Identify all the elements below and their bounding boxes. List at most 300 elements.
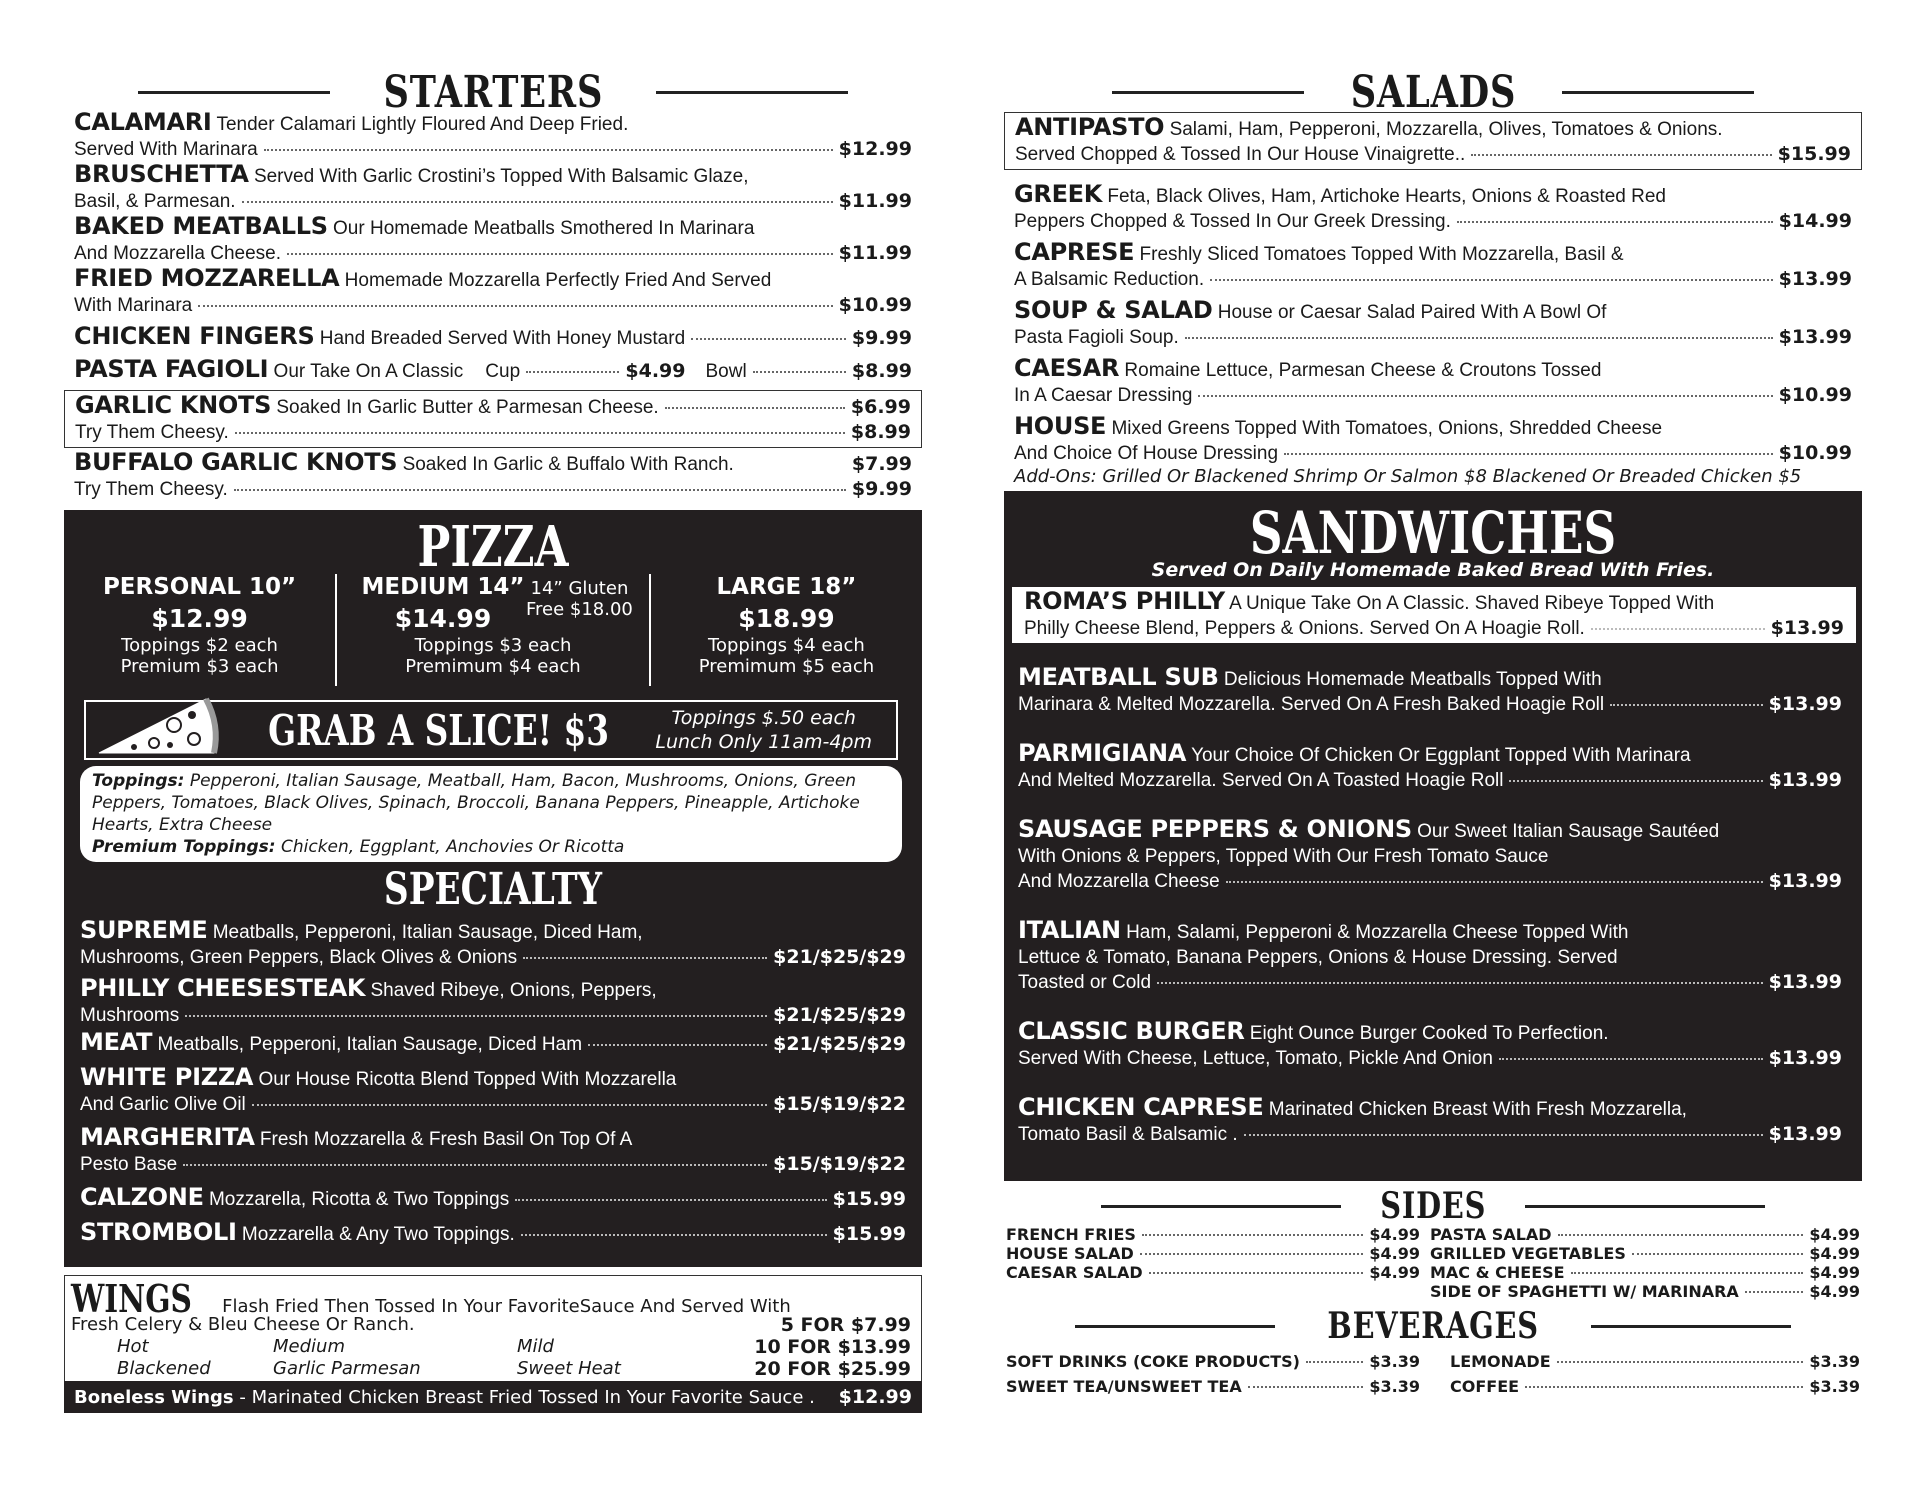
menu-item-sandwich [1006,665,1854,717]
item-line [74,162,912,189]
bowl-price: $8.99 [851,360,913,382]
item-line [1014,182,1852,209]
item-name: MEATBALL SUB [1018,663,1219,691]
item-line [1018,741,1842,768]
menu-item-sandwich [1006,1095,1854,1147]
item-name: PASTA FAGIOLI [74,355,269,383]
item-name: SAUSAGE PEPPERS & ONIONS [1018,815,1412,843]
gluten-free-option [526,578,633,620]
menu-item-stromboli [70,1220,916,1247]
menu-item-salad [1004,112,1862,170]
menu-item-starter [64,110,922,162]
item-line [1014,414,1852,441]
item-desc: Mozzarella & Any Two Toppings. [241,1224,515,1245]
beverages-list [1004,1349,1862,1399]
beverages-right [1450,1349,1860,1399]
toppings-text: Pepperoni, Italian Sausage, Meatball, Ham, Bacon, Mushrooms, Onions, Green Peppers, Tomatoes, Black Olives, Spinach, Broccoli, Banana Peppers, Pineapple, Artichoke Hearts, Extra Cheese [92,771,860,835]
item-price: $4.99 [1369,1225,1420,1244]
slice-toppings: Toppings $.50 each [671,707,856,729]
price-row [1006,1374,1420,1399]
item-desc: Try Them Cheesy. [74,479,228,500]
sauce: Garlic Parmesan [273,1358,421,1379]
item-line [1014,240,1852,267]
item-desc: Peppers Chopped & Tossed In Our Greek Dressing. [1014,211,1451,232]
item-price: $6.99 [850,396,911,418]
item-name: BRUSCHETTA [74,160,249,188]
item-name: LEMONADE [1450,1352,1551,1371]
size-name: MEDIUM 14” [361,574,525,600]
menu-item-buffalo-garlic-knots [64,450,922,502]
dot-leader [665,407,845,409]
dot-leader [1745,1291,1804,1293]
item-desc: Freshly Sliced Tomatoes Topped With Mozzarella, Basil & [1139,244,1624,265]
item-line [1018,1122,1842,1147]
item-price: $13.99 [1768,870,1842,892]
item-price: $15.99 [832,1223,906,1245]
menu-item-specialty [70,918,916,970]
dot-leader [1142,1234,1363,1236]
item-line [1018,768,1842,793]
dot-leader [523,957,767,959]
size-name: LARGE 18” [716,574,857,600]
item-line [80,945,906,970]
item-desc: Basil, & Parmesan. [74,191,236,212]
size-premium: Premium $3 each [120,656,279,677]
sauce: Medium [273,1336,345,1357]
dot-leader [1248,1386,1364,1388]
cup-price: $4.99 [625,360,686,382]
beverages-left [1006,1349,1420,1399]
bowl-label: Bowl [705,361,747,382]
item-line [1014,267,1852,292]
dot-leader [1558,1234,1804,1236]
item-desc: Shaved Ribeye, Onions, Peppers, [370,980,657,1001]
item-line [1018,817,1842,844]
divider [1075,1325,1275,1328]
wings-desc2: Fresh Celery & Bleu Cheese Or Ranch. [71,1314,415,1335]
item-name: SWEET TEA/UNSWEET TEA [1006,1377,1242,1396]
item-price: $4.99 [1809,1282,1860,1301]
menu-item-chicken-fingers [64,324,922,351]
item-desc: Fresh Mozzarella & Fresh Basil On Top Of A [259,1129,633,1150]
item-desc: Meatballs, Pepperoni, Italian Sausage, Diced Ham [157,1034,583,1055]
item-price: $11.99 [838,242,912,264]
size-premium: Premimum $5 each [698,656,875,677]
item-desc: And Mozzarella Cheese [1018,871,1220,892]
toppings-label: Toppings: [92,771,185,791]
item-desc: And Melted Mozzarella. Served On A Toasted Hoagie Roll [1018,770,1504,791]
item-name: SUPREME [80,916,208,944]
size-price: $18.99 [738,604,835,633]
wings-desc: Flash Fried Then Tossed In Your FavoriteSauce And Served With [222,1296,791,1317]
menu-item-salad [1004,414,1862,466]
premium-text: Chicken, Eggplant, Anchovies Or Ricotta [280,837,625,857]
pizza-section [64,510,922,1267]
item-price: $9.99 [851,327,912,349]
item-name: COFFEE [1450,1377,1520,1396]
item-desc: Salami, Ham, Pepperoni, Mozzarella, Olives, Tomatoes & Onions. [1169,119,1723,140]
menu-item-sandwich [1006,918,1854,995]
item-desc: Mushrooms, Green Peppers, Black Olives & Onions [80,947,518,968]
dot-leader [264,149,833,151]
item-desc: And Mozzarella Cheese. [74,243,281,264]
menu-item-salad [1004,182,1862,234]
item-price: $10.99 [1778,442,1852,464]
dot-leader [1610,704,1763,706]
item-line [80,1185,509,1212]
menu-item-sandwich [1006,817,1854,894]
dot-leader [1557,1361,1804,1363]
sides-header [1004,1181,1862,1231]
item-desc: Soaked In Garlic & Buffalo With Ranch. [402,454,734,475]
divider [138,91,330,94]
item-price: $12.99 [838,138,912,160]
item-line [1014,209,1852,234]
item-price: $13.99 [1768,1047,1842,1069]
item-desc: Served With Garlic Crostini’s Topped With Balsamic Glaze, [253,166,749,187]
dot-leader [1198,395,1772,397]
item-name: GARLIC KNOTS [75,391,272,419]
item-desc: Homemade Mozzarella Perfectly Fried And Served [344,270,772,291]
price-row [1006,1349,1420,1374]
beverages-title: BEVERAGES [1327,1305,1539,1347]
sides-list [1004,1225,1862,1301]
menu-item-salad [1004,356,1862,408]
item-name: MARGHERITA [80,1123,255,1151]
item-desc: Served Chopped & Tossed In Our House Vinaigrette.. [1015,144,1466,165]
menu-item-specialty [70,1065,916,1117]
dot-leader [234,489,846,491]
item-name: GRILLED VEGETABLES [1430,1244,1626,1263]
item-desc: Our Homemade Meatballs Smothered In Marinara [333,218,755,239]
divider [1591,1325,1791,1328]
item-name: PHILLY CHEESESTEAK [80,974,366,1002]
sandwiches-title: SANDWICHES [1249,499,1617,567]
pizza-slice-icon [94,695,224,757]
sauce: Sweet Heat [517,1358,621,1379]
item-line [80,918,906,945]
dot-leader [1632,1253,1804,1255]
item-price: $21/$25/$29 [773,1004,906,1026]
menu-item-specialty [70,976,916,1028]
sandwiches-subtitle: Served On Daily Homemade Baked Bread With Fries. [1151,559,1715,581]
item-name: SIDE OF SPAGHETTI W/ MARINARA [1430,1282,1739,1301]
item-line [80,1030,582,1057]
item-line [1018,665,1842,692]
price-row [1430,1225,1860,1244]
item-name: PARMIGIANA [1018,739,1187,767]
item-desc: With Marinara [74,295,193,316]
menu-item-starter [64,266,922,318]
salads-list [1004,112,1862,466]
item-line [1014,441,1852,466]
starters-list [64,110,922,318]
item-line [1018,1095,1842,1122]
menu-item-calzone [70,1185,916,1212]
sandwiches-section [1004,491,1862,1181]
item-name: BAKED MEATBALLS [74,212,328,240]
item-line [1014,325,1852,350]
size-large [651,574,922,686]
divider [1101,1205,1341,1208]
size-personal [64,574,337,686]
item-desc: Marinara & Melted Mozzarella. Served On A Fresh Baked Hoagie Roll [1018,694,1605,715]
dot-leader [1571,1272,1804,1274]
menu-item-pasta-fagioli [64,357,922,384]
item-desc: Tomato Basil & Balsamic . [1018,1124,1238,1145]
item-line [80,976,906,1003]
item-price: $3.39 [1369,1352,1420,1371]
item-desc: Mixed Greens Topped With Tomatoes, Onions, Shredded Cheese [1111,418,1663,439]
slice-hours: Lunch Only 11am-4pm [655,731,872,753]
item-line [74,293,912,318]
item-line [80,1152,906,1177]
dot-leader [1525,1386,1803,1388]
dot-leader [515,1199,826,1201]
dot-leader [1509,780,1762,782]
sauce: Hot [117,1336,149,1357]
item-desc: Served With Cheese, Lettuce, Tomato, Pickle And Onion [1018,1048,1493,1069]
item-line [1014,298,1852,325]
item-price: $9.99 [851,478,912,500]
item-price: $4.99 [1369,1263,1420,1282]
item-name: Boneless Wings [74,1386,234,1408]
item-price: $10.99 [838,294,912,316]
sauce: Blackened [117,1358,211,1379]
size-name: PERSONAL 10” [102,574,297,600]
item-line [74,214,912,241]
item-line [74,137,912,162]
dot-leader [1185,337,1773,339]
pizza-sizes [64,574,922,686]
dot-leader [1157,982,1763,984]
menu-item-sandwich [1006,1019,1854,1071]
item-name: ANTIPASTO [1015,113,1165,141]
item-desc: Toasted or Cold [1018,972,1152,993]
item-name: MEAT [80,1028,153,1056]
menu-item-sandwich [1006,741,1854,793]
dot-leader [1226,881,1763,883]
item-name: STROMBOLI [80,1218,237,1246]
item-line [1014,383,1852,408]
wing-prices [754,1314,911,1380]
item-price: $10.99 [1778,384,1852,406]
menu-item-romas-philly [1012,587,1856,643]
item-line [80,1092,906,1117]
item-line [1018,1019,1842,1046]
item-price: $7.99 [851,453,912,475]
item-name: CAESAR SALAD [1006,1263,1143,1282]
dot-leader [691,338,846,340]
sauce: Mild [517,1336,554,1357]
sides-right [1430,1225,1860,1301]
grab-a-slice-banner [84,700,898,760]
wing-price: 5 FOR $7.99 [780,1314,911,1336]
item-desc: Your Choice Of Chicken Or Eggplant Topped With Marinara [1191,745,1691,766]
menu-item-starter [64,162,922,214]
item-line [80,1125,906,1152]
item-price: $14.99 [1778,210,1852,232]
beverages-header [1004,1301,1862,1351]
item-price: $3.39 [1809,1377,1860,1396]
starters-title: STARTERS [383,66,603,118]
item-name: HOUSE SALAD [1006,1244,1134,1263]
cup-label: Cup [485,361,521,382]
price-row [1450,1349,1860,1374]
item-name: CAPRESE [1014,238,1135,266]
menu-item-salad [1004,240,1862,292]
item-desc: Feta, Black Olives, Ham, Artichoke Hearts, Onions & Roasted Red [1107,186,1666,207]
dot-leader [287,253,833,255]
item-price: $3.39 [1369,1377,1420,1396]
menu-item-salad [1004,298,1862,350]
item-name: GREEK [1014,180,1103,208]
item-desc: Marinated Chicken Breast With Fresh Mozzarella, [1268,1099,1687,1120]
size-medium [337,574,651,686]
size-price: $14.99 [394,604,492,633]
dot-leader [183,1164,767,1166]
item-name: CALAMARI [74,108,212,136]
item-desc: Soaked In Garlic Butter & Parmesan Cheese. [276,397,659,418]
item-desc: Romaine Lettuce, Parmesan Cheese & Croutons Tossed [1124,360,1602,381]
item-desc: - Marinated Chicken Breast Fried Tossed In Your Favorite Sauce . [239,1386,815,1408]
item-name: WHITE PIZZA [80,1063,254,1091]
dot-leader [1140,1253,1364,1255]
dot-leader [185,1015,767,1017]
menu-item-meat [70,1030,916,1057]
salad-addons: Add-Ons: Grilled Or Blackened Shrimp Or Salmon $8 Blackened Or Breaded Chicken $5 [1014,466,1802,487]
item-price: $4.99 [1809,1263,1860,1282]
price-row [1006,1263,1420,1282]
menu-item-specialty [70,1125,916,1177]
item-price: $12.99 [838,1386,912,1408]
item-desc: In A Caesar Dressing [1014,385,1193,406]
item-price: $13.99 [1768,693,1842,715]
price-row [1006,1244,1420,1263]
item-line [80,1065,906,1092]
wing-price: 10 FOR $13.99 [754,1336,911,1358]
item-line [1015,142,1851,167]
item-line [80,1220,515,1247]
size-toppings: Toppings $3 each [414,635,572,656]
item-name: CHICKEN CAPRESE [1018,1093,1264,1121]
item-name: CALZONE [80,1183,204,1211]
item-price: $4.99 [1809,1225,1860,1244]
item-line [1018,1046,1842,1071]
item-price: $4.99 [1809,1244,1860,1263]
item-desc: A Balsamic Reduction. [1014,269,1205,290]
wing-price: 20 FOR $25.99 [754,1358,911,1380]
item-price: $13.99 [1778,268,1852,290]
item-desc: Pasta Fagioli Soup. [1014,327,1179,348]
item-line [1018,844,1842,869]
item-desc: Mushrooms [80,1005,180,1026]
item-price: $15/$19/$22 [773,1093,906,1115]
pizza-title: PIZZA [417,514,569,580]
dot-leader [1306,1361,1363,1363]
gluten-price: Free $18.00 [525,599,633,620]
salads-title: SALADS [1350,66,1516,118]
dot-leader [1244,1134,1763,1136]
dot-leader [1499,1058,1763,1060]
item-line [1018,945,1842,970]
dot-leader [1591,628,1765,630]
slice-details [655,706,872,754]
dot-leader [521,1234,827,1236]
item-price: $11.99 [838,190,912,212]
item-desc: House or Caesar Salad Paired With A Bowl Of [1217,302,1607,323]
item-desc: Our Sweet Italian Sausage Sautéed [1417,821,1720,842]
toppings-list [80,766,902,862]
item-line [1018,869,1842,894]
wings-title: WINGS [71,1276,192,1321]
price-row [1430,1263,1860,1282]
item-desc: Our House Ricotta Blend Topped With Mozzarella [258,1069,677,1090]
item-price: $15/$19/$22 [773,1153,906,1175]
dot-leader [526,371,619,373]
item-desc: Ham, Salami, Pepperoni & Mozzarella Cheese Topped With [1126,922,1629,943]
divider [656,91,848,94]
item-name: ITALIAN [1018,916,1121,944]
item-price: $3.39 [1809,1352,1860,1371]
item-line [1015,115,1851,142]
item-desc: And Choice Of House Dressing [1014,443,1279,464]
item-price: $21/$25/$29 [773,1033,906,1055]
dot-leader [1284,453,1773,455]
item-desc: Mozzarella, Ricotta & Two Toppings [208,1189,510,1210]
item-price: $4.99 [1369,1244,1420,1263]
dot-leader [1471,154,1771,156]
item-desc: Delicious Homemade Meatballs Topped With [1223,669,1602,690]
item-line [1018,692,1842,717]
item-desc: Meatballs, Pepperoni, Italian Sausage, Diced Ham, [212,922,643,943]
menu-item-garlic-knots [64,390,922,448]
dot-leader [588,1044,767,1046]
item-desc: Eight Ounce Burger Cooked To Perfection. [1249,1023,1609,1044]
divider [1562,91,1754,94]
item-line [74,241,912,266]
gluten-label: 14” Gluten [530,578,629,599]
item-desc: A Unique Take On A Classic. Shaved Ribeye Topped With [1229,593,1715,614]
item-price: $13.99 [1768,769,1842,791]
item-name: FRIED MOZZARELLA [74,264,340,292]
item-desc: Served With Marinara [74,139,258,160]
dot-leader [198,305,832,307]
item-price: $21/$25/$29 [773,946,906,968]
item-desc: Philly Cheese Blend, Peppers & Onions. Served On A Hoagie Roll. [1024,618,1585,639]
wings-section [64,1275,922,1413]
specialty-list [64,918,922,1247]
item-name: MAC & CHEESE [1430,1263,1565,1282]
item-name: FRENCH FRIES [1006,1225,1136,1244]
item-name: BUFFALO GARLIC KNOTS [74,448,398,476]
price-row [1430,1244,1860,1263]
item-name: SOUP & SALAD [1014,296,1213,324]
item-name: CLASSIC BURGER [1018,1017,1245,1045]
item-desc: With Onions & Peppers, Topped With Our Fresh Tomato Sauce [1018,846,1549,867]
item-line [74,189,912,214]
size-toppings: Toppings $2 each [121,635,278,656]
dot-leader [1210,279,1773,281]
menu-item-starter [64,214,922,266]
item-price: $13.99 [1768,971,1842,993]
item-desc: Try Them Cheesy. [75,422,229,443]
sides-title: SIDES [1380,1185,1486,1227]
item-desc: Pesto Base [80,1154,178,1175]
price-row [1450,1374,1860,1399]
item-line [1018,918,1842,945]
size-premium: Premimum $4 each [405,656,581,677]
